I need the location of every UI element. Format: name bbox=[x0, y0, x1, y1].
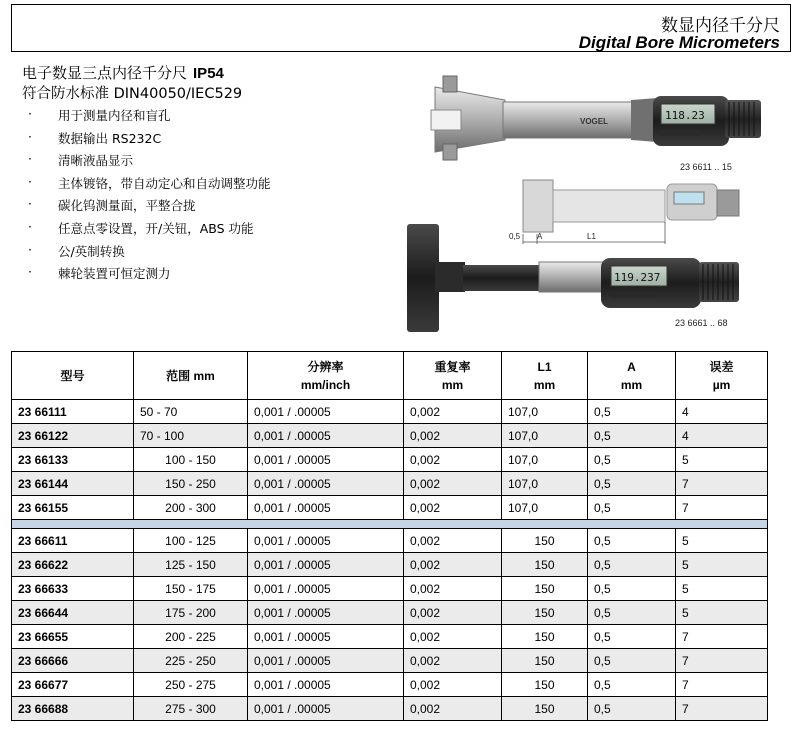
table-row bbox=[12, 400, 768, 424]
cell-error: 5 bbox=[676, 448, 768, 472]
cell-repeat: 0,002 bbox=[404, 577, 502, 601]
cell-repeat: 0,002 bbox=[404, 529, 502, 553]
cell-resolution: 0,001 / .00005 bbox=[248, 472, 404, 496]
group-separator bbox=[12, 520, 768, 529]
cell-range: 125 - 150 bbox=[134, 553, 248, 577]
cell-model: 23 66655 bbox=[12, 625, 134, 649]
cell-model: 23 66111 bbox=[12, 400, 134, 424]
cell-l1: 150 bbox=[502, 601, 588, 625]
feature-item bbox=[22, 219, 271, 242]
dim-a-value: 0,5 bbox=[509, 232, 521, 241]
cell-a: 0,5 bbox=[588, 553, 676, 577]
bullet-icon: · bbox=[28, 128, 32, 144]
feature-item bbox=[22, 151, 271, 174]
bottom-micrometer bbox=[407, 224, 739, 332]
cell-model: 23 66122 bbox=[12, 424, 134, 448]
cell-range: 70 - 100 bbox=[134, 424, 248, 448]
waterproof-standard: 符合防水标准 DIN40050/IEC529 bbox=[22, 86, 243, 102]
bullet-icon: · bbox=[28, 196, 32, 212]
cell-l1: 107,0 bbox=[502, 424, 588, 448]
feature-item bbox=[22, 196, 271, 219]
col-header-model: 型号 bbox=[12, 352, 134, 400]
feature-item bbox=[22, 242, 271, 265]
feature-item bbox=[22, 106, 271, 129]
dim-a-label: A bbox=[537, 232, 543, 241]
micrometer-illustration bbox=[395, 72, 790, 340]
cell-range: 225 - 250 bbox=[134, 649, 248, 673]
cell-range: 200 - 300 bbox=[134, 496, 248, 520]
page-title-en: Digital Bore Micrometers bbox=[578, 33, 780, 52]
cell-resolution: 0,001 / .00005 bbox=[248, 601, 404, 625]
cell-resolution: 0,001 / .00005 bbox=[248, 553, 404, 577]
cell-model: 23 66688 bbox=[12, 697, 134, 721]
dimension-drawing bbox=[509, 180, 739, 244]
product-rating: IP54 bbox=[193, 65, 224, 82]
feature-item bbox=[22, 174, 271, 197]
feature-text: 任意点零设置，开/关钮，ABS 功能 bbox=[58, 220, 254, 236]
cell-repeat: 0,002 bbox=[404, 400, 502, 424]
cell-error: 7 bbox=[676, 649, 768, 673]
cell-model: 23 66622 bbox=[12, 553, 134, 577]
cell-repeat: 0,002 bbox=[404, 553, 502, 577]
header-box bbox=[11, 4, 791, 52]
product-title bbox=[22, 62, 224, 83]
col-header-repeat: 重复率 mm bbox=[404, 352, 502, 400]
table-row bbox=[12, 649, 768, 673]
cell-l1: 150 bbox=[502, 553, 588, 577]
table-row bbox=[12, 673, 768, 697]
bullet-icon: · bbox=[28, 151, 32, 167]
top-micrometer bbox=[431, 76, 761, 160]
cell-range: 200 - 225 bbox=[134, 625, 248, 649]
cell-range: 50 - 70 bbox=[134, 400, 248, 424]
table-row bbox=[12, 448, 768, 472]
feature-text: 用于测量内径和盲孔 bbox=[58, 108, 171, 123]
cell-model: 23 66155 bbox=[12, 496, 134, 520]
cell-range: 100 - 150 bbox=[134, 448, 248, 472]
feature-list bbox=[22, 106, 271, 287]
table-row bbox=[12, 601, 768, 625]
table-row bbox=[12, 553, 768, 577]
cell-a: 0,5 bbox=[588, 424, 676, 448]
feature-text: 公/英制转换 bbox=[58, 243, 125, 259]
col-header-l1: L1 mm bbox=[502, 352, 588, 400]
cell-model: 23 66144 bbox=[12, 472, 134, 496]
cell-repeat: 0,002 bbox=[404, 601, 502, 625]
cell-error: 7 bbox=[676, 673, 768, 697]
feature-item bbox=[22, 129, 271, 152]
feature-text: 主体镀铬，带自动定心和自动调整功能 bbox=[58, 175, 271, 191]
cell-range: 100 - 125 bbox=[134, 529, 248, 553]
cell-error: 7 bbox=[676, 697, 768, 721]
cell-l1: 150 bbox=[502, 673, 588, 697]
cell-model: 23 66133 bbox=[12, 448, 134, 472]
cell-a: 0,5 bbox=[588, 601, 676, 625]
cell-resolution: 0,001 / .00005 bbox=[248, 424, 404, 448]
cell-l1: 107,0 bbox=[502, 448, 588, 472]
cell-repeat: 0,002 bbox=[404, 424, 502, 448]
cell-a: 0,5 bbox=[588, 529, 676, 553]
cell-resolution: 0,001 / .00005 bbox=[248, 649, 404, 673]
cell-a: 0,5 bbox=[588, 400, 676, 424]
cell-error: 4 bbox=[676, 400, 768, 424]
bullet-icon: · bbox=[28, 106, 32, 121]
cell-a: 0,5 bbox=[588, 649, 676, 673]
cell-repeat: 0,002 bbox=[404, 496, 502, 520]
display-top: 118.23 bbox=[665, 109, 705, 122]
table-row bbox=[12, 424, 768, 448]
feature-text: 清晰液晶显示 bbox=[58, 153, 134, 169]
cell-error: 5 bbox=[676, 529, 768, 553]
col-header-a: A mm bbox=[588, 352, 676, 400]
cell-error: 5 bbox=[676, 553, 768, 577]
cell-range: 250 - 275 bbox=[134, 673, 248, 697]
cell-resolution: 0,001 / .00005 bbox=[248, 496, 404, 520]
cell-a: 0,5 bbox=[588, 673, 676, 697]
cell-resolution: 0,001 / .00005 bbox=[248, 697, 404, 721]
col-header-resolution: 分辨率 mm/inch bbox=[248, 352, 404, 400]
table-row bbox=[12, 496, 768, 520]
cell-resolution: 0,001 / .00005 bbox=[248, 448, 404, 472]
model-label-bottom: 23 6661 .. 68 bbox=[675, 318, 728, 328]
cell-a: 0,5 bbox=[588, 625, 676, 649]
cell-error: 7 bbox=[676, 472, 768, 496]
table-row bbox=[12, 472, 768, 496]
cell-error: 7 bbox=[676, 625, 768, 649]
cell-resolution: 0,001 / .00005 bbox=[248, 577, 404, 601]
cell-range: 275 - 300 bbox=[134, 697, 248, 721]
cell-model: 23 66611 bbox=[12, 529, 134, 553]
cell-repeat: 0,002 bbox=[404, 448, 502, 472]
bullet-icon: · bbox=[28, 241, 32, 257]
cell-repeat: 0,002 bbox=[404, 625, 502, 649]
table-row bbox=[12, 529, 768, 553]
feature-text: 数据输出 RS232C bbox=[58, 130, 162, 146]
bullet-icon: · bbox=[28, 218, 32, 234]
cell-model: 23 66644 bbox=[12, 601, 134, 625]
cell-error: 5 bbox=[676, 601, 768, 625]
cell-l1: 150 bbox=[502, 577, 588, 601]
cell-l1: 150 bbox=[502, 625, 588, 649]
cell-model: 23 66633 bbox=[12, 577, 134, 601]
cell-l1: 150 bbox=[502, 529, 588, 553]
cell-error: 7 bbox=[676, 496, 768, 520]
cell-l1: 107,0 bbox=[502, 400, 588, 424]
cell-resolution: 0,001 / .00005 bbox=[248, 673, 404, 697]
cell-resolution: 0,001 / .00005 bbox=[248, 529, 404, 553]
table-row bbox=[12, 697, 768, 721]
cell-a: 0,5 bbox=[588, 448, 676, 472]
cell-l1: 107,0 bbox=[502, 472, 588, 496]
cell-a: 0,5 bbox=[588, 577, 676, 601]
cell-repeat: 0,002 bbox=[404, 472, 502, 496]
cell-l1: 150 bbox=[502, 649, 588, 673]
display-bottom: 119.237 bbox=[614, 271, 661, 284]
col-header-error: 误差 µm bbox=[676, 352, 768, 400]
feature-text: 棘轮装置可恒定测力 bbox=[58, 266, 171, 282]
cell-error: 5 bbox=[676, 577, 768, 601]
cell-resolution: 0,001 / .00005 bbox=[248, 400, 404, 424]
cell-a: 0,5 bbox=[588, 697, 676, 721]
col-header-range: 范围 mm bbox=[134, 352, 248, 400]
cell-a: 0,5 bbox=[588, 472, 676, 496]
spec-table bbox=[11, 351, 768, 721]
dim-l1-label: L1 bbox=[587, 232, 596, 241]
feature-item bbox=[22, 264, 271, 287]
cell-repeat: 0,002 bbox=[404, 649, 502, 673]
product-title-cn: 电子数显三点内径千分尺 bbox=[22, 64, 188, 82]
cell-error: 4 bbox=[676, 424, 768, 448]
table-row bbox=[12, 625, 768, 649]
cell-a: 0,5 bbox=[588, 496, 676, 520]
table-header-row bbox=[12, 352, 768, 400]
brand-label: VOGEL bbox=[580, 117, 609, 126]
cell-model: 23 66677 bbox=[12, 673, 134, 697]
cell-range: 175 - 200 bbox=[134, 601, 248, 625]
cell-l1: 150 bbox=[502, 697, 588, 721]
cell-model: 23 66666 bbox=[12, 649, 134, 673]
cell-l1: 107,0 bbox=[502, 496, 588, 520]
table-row bbox=[12, 577, 768, 601]
feature-text: 碳化钨测量面，平整合拢 bbox=[58, 198, 196, 214]
cell-repeat: 0,002 bbox=[404, 673, 502, 697]
bullet-icon: · bbox=[28, 264, 32, 280]
cell-repeat: 0,002 bbox=[404, 697, 502, 721]
page-title-cn: 数显内径千分尺 bbox=[661, 16, 780, 36]
bullet-icon: · bbox=[28, 173, 32, 189]
cell-range: 150 - 250 bbox=[134, 472, 248, 496]
model-label-top: 23 6611 .. 15 bbox=[680, 162, 732, 172]
cell-range: 150 - 175 bbox=[134, 577, 248, 601]
cell-resolution: 0,001 / .00005 bbox=[248, 625, 404, 649]
